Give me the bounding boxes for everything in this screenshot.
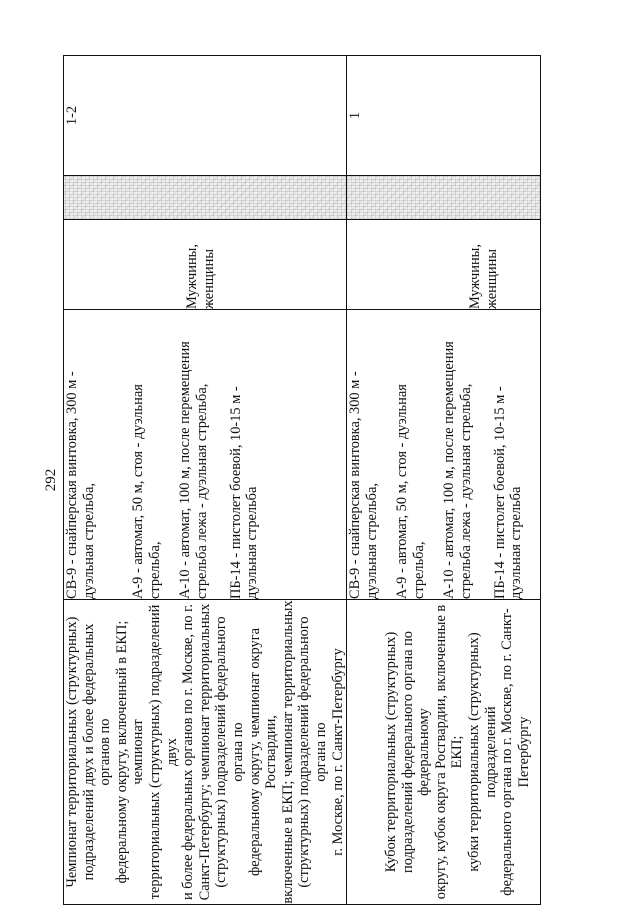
- discipline-text-line: ПБ-14 - пистолет боевой, 10-15 м -: [227, 386, 244, 599]
- competition-text-line: федерального органа по г. Москве, по г. Санкт-: [499, 608, 516, 896]
- disciplines-cell: [347, 310, 541, 600]
- discipline-text-line: А-10 - автомат, 100 м, после перемещения: [441, 341, 458, 599]
- discipline-text-line: дуэльная стрельба,: [363, 483, 380, 599]
- discipline-text-line: СВ-9 - снайперская винтовка, 300 м -: [64, 371, 80, 599]
- competition-text-line: Кубок территориальных (структурных): [383, 631, 400, 873]
- gender-text-line: женщины: [200, 249, 217, 309]
- discipline-text-line: дуэльная стрельба: [508, 486, 525, 599]
- discipline-text-line: ПБ-14 - пистолет боевой, 10-15 м -: [491, 386, 508, 599]
- table-row: [64, 56, 347, 905]
- table-row: [347, 56, 541, 905]
- competition-text-line: включенные в ЕКП; чемпионат территориальных: [279, 600, 296, 904]
- competition-text-line: подразделений федерального органа по федеральному: [399, 631, 433, 873]
- competition-cell: [64, 600, 347, 905]
- scan-noise-cell: [347, 176, 541, 220]
- gender-cell: [64, 220, 347, 310]
- discipline-text-line: стрельба лежа - дуэльная стрельба,: [193, 383, 210, 599]
- discipline-text-line: дуэльная стрельба: [244, 486, 261, 599]
- gender-text-line: женщины: [483, 249, 500, 309]
- competition-text-line: г. Москве, по г. Санкт-Петербургу: [329, 648, 346, 856]
- competition-text-line: (структурных) подразделений федерального органа по: [213, 616, 246, 888]
- competition-text-line: кубки территориальных (структурных) подразделений: [466, 632, 499, 872]
- competition-text-line: и более федеральных органов по г. Москве, по г.: [180, 604, 197, 900]
- competition-text-line: (структурных) подразделений федерального органа по: [296, 616, 329, 888]
- discipline-text-line: А-9 - автомат, 50 м, стоя - дуэльная: [394, 384, 411, 599]
- discipline-text-line: стрельба,: [146, 541, 163, 599]
- discipline-text-line: стрельба лежа - дуэльная стрельба,: [458, 383, 475, 599]
- places-cell: 1: [347, 56, 541, 176]
- competition-text-line: территориальных (структурных) подразделений двух: [146, 604, 180, 900]
- competition-text-line: округу, кубок округа Росгвардии, включенные в ЕКП;: [432, 604, 466, 900]
- disciplines-cell: [64, 310, 347, 600]
- competition-text-line: Чемпионат территориальных (структурных): [64, 616, 80, 888]
- discipline-text-line: дуэльная стрельба,: [80, 483, 97, 599]
- competition-text-line: федеральному округу, включенный в ЕКП; чемпионат: [113, 620, 147, 884]
- competition-text-line: подразделений двух и более федеральных органов по: [80, 623, 114, 881]
- competition-table: [63, 55, 541, 905]
- competition-cell: [347, 600, 541, 905]
- page-number: 292: [43, 468, 59, 492]
- competition-text-line: Петербургу: [515, 716, 532, 788]
- competition-text-line: Санкт-Петербургу; чемпионат территориальных: [196, 603, 213, 901]
- rotated-table-page: [43, 56, 532, 905]
- discipline-text-line: стрельба,: [410, 541, 427, 599]
- discipline-text-line: А-10 - автомат, 100 м, после перемещения: [177, 341, 194, 599]
- gender-text-line: Мужчины,: [467, 244, 484, 309]
- competition-text-line: федеральному округу, чемпионат округа Росгвардии,: [246, 627, 280, 877]
- places-cell: 1-2: [64, 56, 347, 176]
- scan-noise-cell: [64, 176, 347, 220]
- discipline-text-line: СВ-9 - снайперская винтовка, 300 м -: [347, 371, 364, 599]
- gender-cell: [347, 220, 541, 310]
- gender-text-line: Мужчины,: [184, 244, 200, 309]
- discipline-text-line: А-9 - автомат, 50 м, стоя - дуэльная: [130, 384, 147, 599]
